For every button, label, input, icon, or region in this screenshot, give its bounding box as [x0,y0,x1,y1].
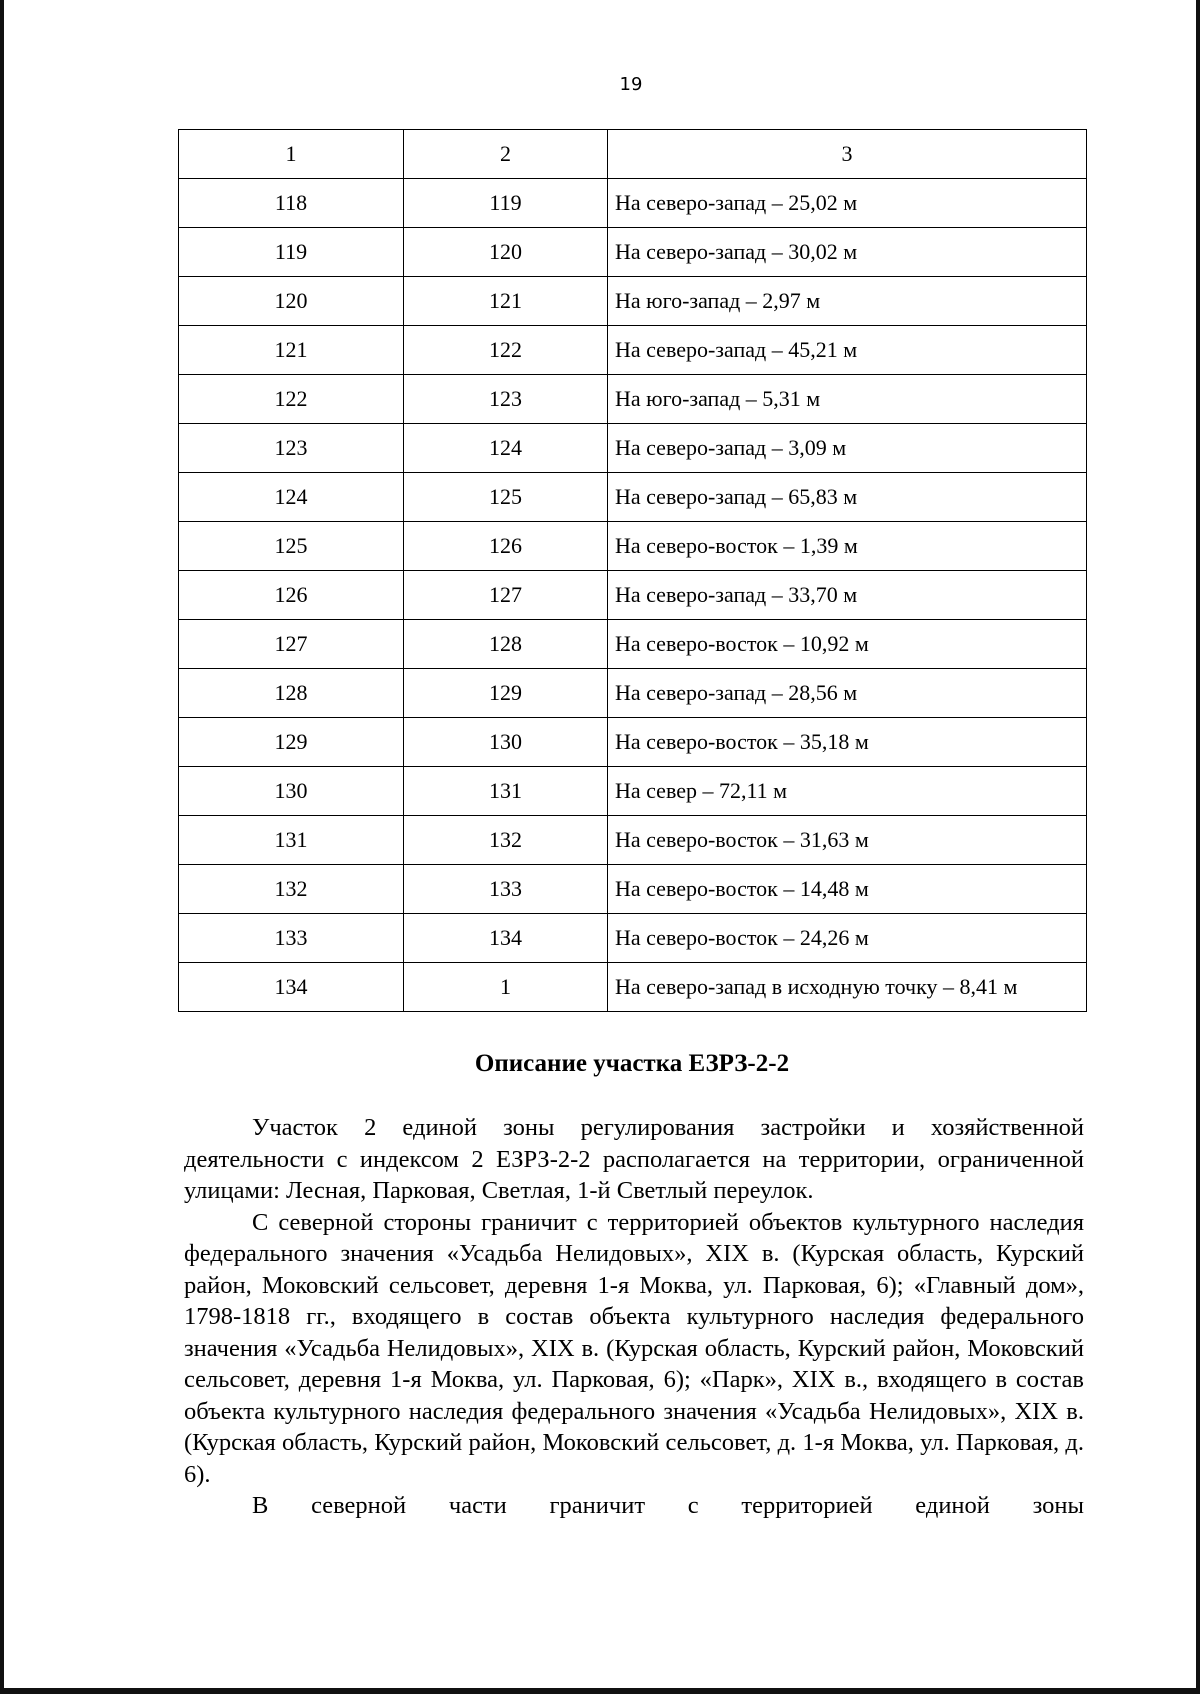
from-point-cell: 125 [179,522,404,571]
table-row [179,767,1087,816]
paragraph: В северной части граничит с территорией единой зоны [252,1492,1084,1519]
from-point-cell: 133 [179,914,404,963]
table-row [179,326,1087,375]
from-point-cell: 128 [179,669,404,718]
from-point-cell: 122 [179,375,404,424]
direction-cell: На юго-запад – 2,97 м [608,277,1087,326]
table-body [179,130,1087,1012]
scan-edge-bottom [0,1688,1200,1694]
direction-cell: На северо-запад в исходную точку – 8,41 м [608,963,1087,1012]
table-row [179,620,1087,669]
to-point-cell: 128 [404,620,608,669]
table-row [179,473,1087,522]
table-row [179,571,1087,620]
to-point-cell: 124 [404,424,608,473]
scan-edge-left [0,0,4,1694]
to-point-cell: 122 [404,326,608,375]
from-point-cell: 118 [179,179,404,228]
to-point-cell: 1 [404,963,608,1012]
from-point-cell: 124 [179,473,404,522]
to-point-cell: 119 [404,179,608,228]
from-point-cell: 134 [179,963,404,1012]
direction-cell: На северо-восток – 1,39 м [608,522,1087,571]
table-row [179,963,1087,1012]
to-point-cell: 132 [404,816,608,865]
table-row [179,865,1087,914]
direction-cell: На северо-восток – 14,48 м [608,865,1087,914]
to-point-cell: 131 [404,767,608,816]
from-point-cell: 126 [179,571,404,620]
from-point-cell: 120 [179,277,404,326]
table-row [179,424,1087,473]
table-row [179,914,1087,963]
direction-cell: На северо-запад – 65,83 м [608,473,1087,522]
direction-cell: На северо-запад – 28,56 м [608,669,1087,718]
column-header: 1 [179,130,404,179]
from-point-cell: 123 [179,424,404,473]
table-row [179,228,1087,277]
direction-cell: На северо-запад – 45,21 м [608,326,1087,375]
column-header: 2 [404,130,608,179]
from-point-cell: 131 [179,816,404,865]
from-point-cell: 119 [179,228,404,277]
paragraph: С северной стороны граничит с территорией объектов культурного наследия федерального значения «Усадьба Нелидовых», XIX в. (Курская область, Курский район, Моковский сельсовет, деревня 1-я Моква, ул. Парковая, 6); «Главный дом», 1798-1818 гг., входящего в состав объекта культурного наследия федерального значения «Усадьба Нелидовых», XIX в. (Курская область, Курский район, Моковский сельсовет, деревня 1-я Моква, ул. Парковая, 6); «Парк», XIX в., входящего в состав объекта культурного наследия федерального значения «Усадьба Нелидовых», XIX в. (Курская область, Курский район, Моковский сельсовет, д. 1-я Моква, ул. Парковая, д. 6). [184,1208,1084,1488]
to-point-cell: 121 [404,277,608,326]
to-point-cell: 125 [404,473,608,522]
to-point-cell: 129 [404,669,608,718]
to-point-cell: 123 [404,375,608,424]
table-row [179,816,1087,865]
direction-cell: На северо-восток – 10,92 м [608,620,1087,669]
table-row [179,718,1087,767]
to-point-cell: 133 [404,865,608,914]
to-point-cell: 127 [404,571,608,620]
direction-cell: На юго-запад – 5,31 м [608,375,1087,424]
boundary-table [178,129,1087,1012]
table-row [179,375,1087,424]
direction-cell: На северо-восток – 24,26 м [608,914,1087,963]
from-point-cell: 130 [179,767,404,816]
scan-edge-right [1196,0,1200,1694]
to-point-cell: 134 [404,914,608,963]
direction-cell: На северо-запад – 25,02 м [608,179,1087,228]
paragraph: Участок 2 единой зоны регулирования застройки и хозяйственной деятельности с индексом 2 ЕЗРЗ-2-2 располагается на территории, ограниченной улицами: Лесная, Парковая, Светлая, 1-й Светлый переулок. [184,1114,1084,1204]
from-point-cell: 129 [179,718,404,767]
direction-cell: На северо-восток – 31,63 м [608,816,1087,865]
table-header-row [179,130,1087,179]
column-header: 3 [608,130,1087,179]
to-point-cell: 130 [404,718,608,767]
direction-cell: На северо-восток – 35,18 м [608,718,1087,767]
from-point-cell: 121 [179,326,404,375]
table-row [179,669,1087,718]
from-point-cell: 127 [179,620,404,669]
direction-cell: На северо-запад – 33,70 м [608,571,1087,620]
table-row [179,522,1087,571]
table-row [179,179,1087,228]
section-title: Описание участка ЕЗРЗ-2-2 [474,1050,790,1077]
direction-cell: На северо-запад – 3,09 м [608,424,1087,473]
body-text [184,1112,1084,1522]
direction-cell: На север – 72,11 м [608,767,1087,816]
page-number: 19 [619,74,643,95]
to-point-cell: 126 [404,522,608,571]
direction-cell: На северо-запад – 30,02 м [608,228,1087,277]
to-point-cell: 120 [404,228,608,277]
table-row [179,277,1087,326]
from-point-cell: 132 [179,865,404,914]
